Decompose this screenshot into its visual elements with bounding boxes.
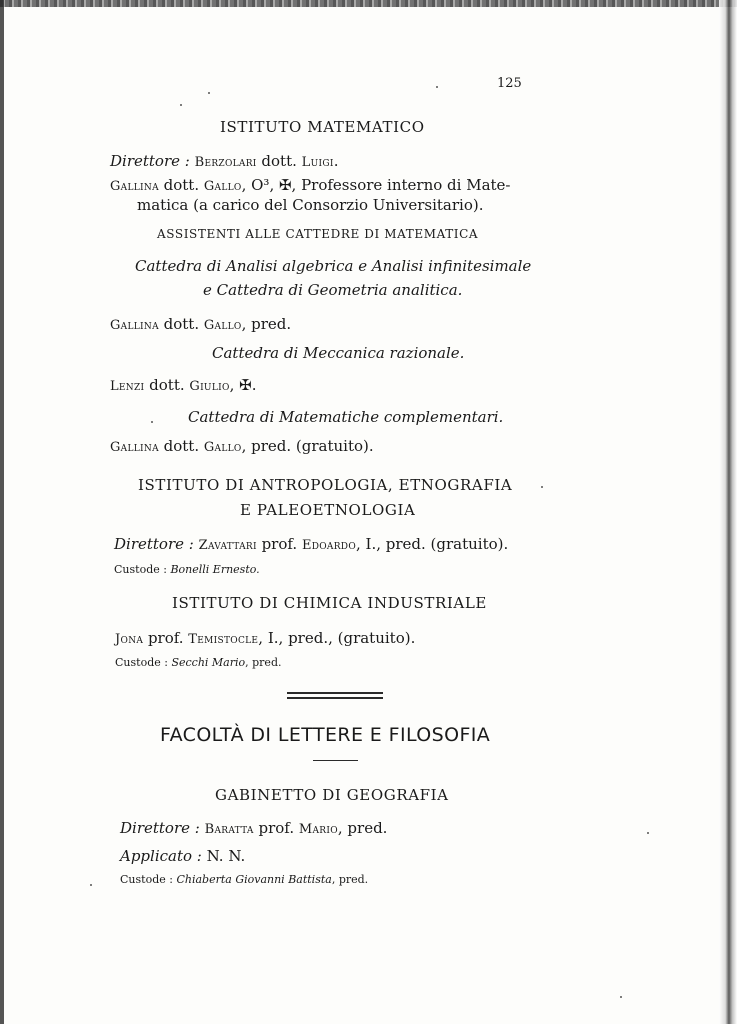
person-surname: Zavattari xyxy=(198,538,257,553)
person-surname: Gallina xyxy=(110,440,159,455)
custode-line xyxy=(120,873,368,886)
direttore-line xyxy=(114,535,508,553)
istituto-matematico-heading: ISTITUTO MATEMATICO xyxy=(220,118,425,136)
assistenti-heading: ASSISTENTI ALLE CATTEDRE DI MATEMATICA xyxy=(157,227,479,241)
person-name: Gallo xyxy=(203,318,242,333)
staff-details: , O³, ✠, Professore interno di Mate- xyxy=(241,176,511,194)
section-divider xyxy=(287,692,383,694)
scan-right-edge xyxy=(719,0,737,1024)
title-text: dott. xyxy=(158,176,204,194)
scan-top-edge xyxy=(0,0,737,7)
heading-underline xyxy=(313,760,358,761)
scan-left-edge xyxy=(0,0,4,1024)
custode-label: Custode : xyxy=(115,656,172,669)
person-surname: Jona xyxy=(115,632,144,647)
person-surname: Gallina xyxy=(110,318,159,333)
staff-details: , I., pred. (gratuito). xyxy=(356,535,509,553)
person-name: Gallo xyxy=(203,440,242,455)
person-surname: Berzolari xyxy=(194,155,257,170)
title-text: prof. xyxy=(253,819,299,837)
direttore-line xyxy=(120,819,387,837)
direttore-label: Direttore : xyxy=(114,535,194,553)
staff-line-continuation: matica (a carico del Consorzio Universitario). xyxy=(137,196,484,214)
person-surname: Gallina xyxy=(110,179,159,194)
direttore-label: Direttore : xyxy=(120,819,200,837)
istituto-antropologia-heading: ISTITUTO DI ANTROPOLOGIA, ETNOGRAFIA xyxy=(138,476,513,494)
person-surname: Baratta xyxy=(204,822,254,837)
title-text: prof. xyxy=(256,535,302,553)
staff-line xyxy=(110,315,291,333)
title-text: prof. xyxy=(143,629,189,647)
staff-details: , pred. xyxy=(337,819,388,837)
custode-label: Custode : xyxy=(114,563,171,576)
custode-name: Chiaberta Giovanni Battista xyxy=(176,873,332,886)
scan-speck xyxy=(620,996,622,998)
applicato-line xyxy=(120,847,245,865)
page-number: 125 xyxy=(497,76,522,91)
staff-details: , pred. xyxy=(241,315,292,333)
person-name: Mario xyxy=(298,822,338,837)
cattedra-heading-continuation: e Cattedra di Geometria analitica. xyxy=(203,281,463,299)
scan-speck xyxy=(541,486,543,488)
title-text: dott. xyxy=(144,376,190,394)
gabinetto-heading: GABINETTO DI GEOGRAFIA xyxy=(215,786,449,804)
custode-line xyxy=(114,563,260,576)
staff-line xyxy=(115,629,415,647)
istituto-chimica-heading: ISTITUTO DI CHIMICA INDUSTRIALE xyxy=(172,594,487,612)
scan-speck xyxy=(647,832,649,834)
section-divider xyxy=(287,697,383,699)
staff-line xyxy=(110,437,374,455)
title-text: dott. xyxy=(256,152,302,170)
title-text: dott. xyxy=(158,315,204,333)
direttore-label: Direttore : xyxy=(110,152,190,170)
staff-details: , I., pred., (gratuito). xyxy=(258,629,416,647)
person-surname: Lenzi xyxy=(110,379,145,394)
custode-name: Bonelli Ernesto. xyxy=(170,563,260,576)
title-text: dott. xyxy=(158,437,204,455)
person-name: Giulio xyxy=(189,379,230,394)
applicato-value: N. N. xyxy=(201,847,246,865)
scan-speck xyxy=(90,884,92,886)
istituto-antropologia-heading-continuation: E PALEOETNOLOGIA xyxy=(240,501,416,519)
custode-details: , pred. xyxy=(331,873,369,886)
scan-speck xyxy=(208,92,210,94)
staff-line xyxy=(110,376,257,394)
facolta-heading: FACOLTÀ DI LETTERE E FILOSOFIA xyxy=(160,724,491,746)
custode-name: Secchi Mario xyxy=(171,656,246,669)
person-name: Gallo xyxy=(203,179,242,194)
staff-details: , ✠. xyxy=(229,376,257,394)
punctuation: . xyxy=(333,152,339,170)
person-name: Temistocle xyxy=(188,632,259,647)
direttore-line xyxy=(110,152,338,170)
scan-speck xyxy=(436,86,438,88)
staff-line xyxy=(110,176,510,194)
custode-label: Custode : xyxy=(120,873,177,886)
cattedra-heading: Cattedra di Analisi algebrica e Analisi infinitesimale xyxy=(135,257,532,275)
cattedra-heading: Cattedra di Meccanica razionale. xyxy=(212,344,465,362)
scan-speck xyxy=(151,421,153,423)
person-name: Edoardo xyxy=(301,538,356,553)
cattedra-heading: Cattedra di Matematiche complementari. xyxy=(188,408,504,426)
person-name: Luigi xyxy=(301,155,334,170)
custode-line xyxy=(115,656,281,669)
scan-speck xyxy=(180,104,182,106)
applicato-label: Applicato : xyxy=(120,847,202,865)
custode-details: , pred. xyxy=(245,656,282,669)
staff-details: , pred. (gratuito). xyxy=(241,437,374,455)
